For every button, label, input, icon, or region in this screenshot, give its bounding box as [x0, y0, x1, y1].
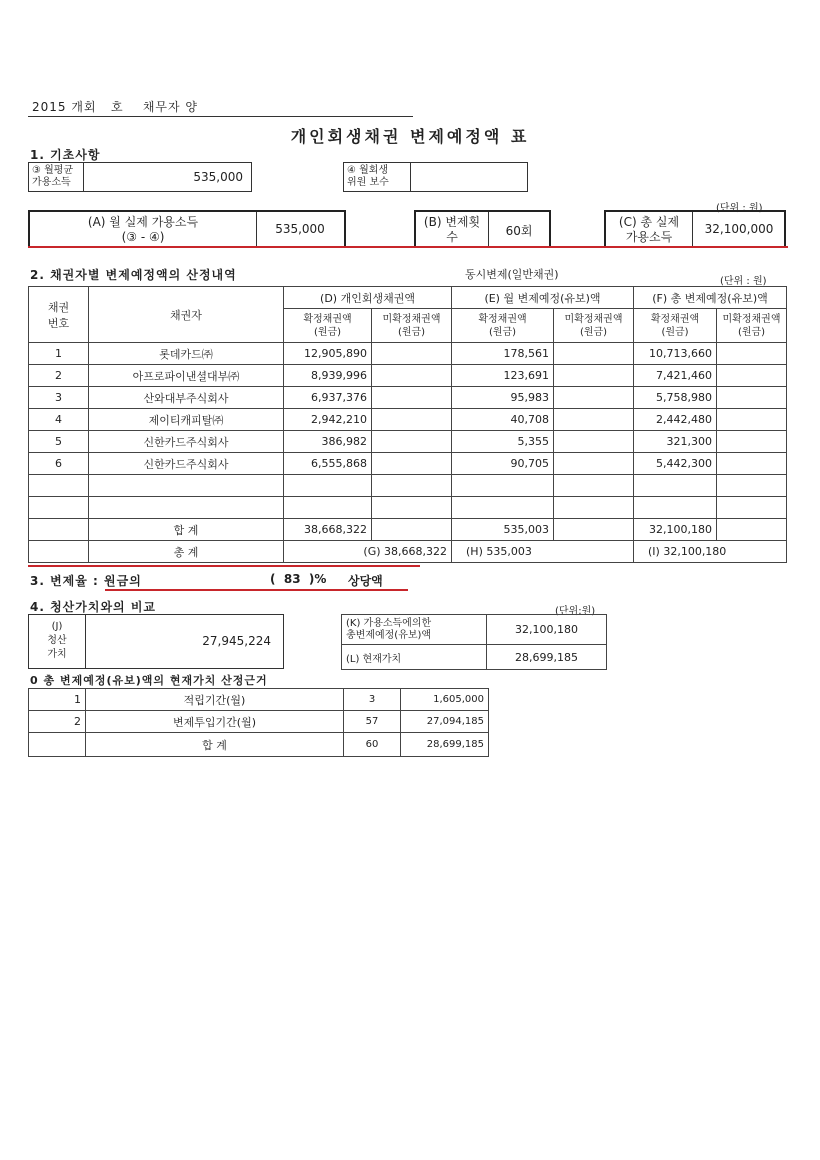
- unconfirmed-claim: [372, 497, 452, 519]
- creditor-no: 6: [29, 453, 89, 475]
- basis-months: 3: [344, 689, 401, 711]
- table-row: [29, 387, 787, 409]
- unconfirmed-claim: [372, 387, 452, 409]
- table-row: [29, 365, 787, 387]
- total-h: (H) 535,003: [452, 541, 634, 563]
- basis-no: 2: [29, 711, 86, 733]
- section4-heading: 4. 청산가치와의 비교: [30, 600, 157, 614]
- total-repayment: 5,758,980: [634, 387, 717, 409]
- col-e-header: (E) 월 변제예정(유보)액: [452, 287, 634, 309]
- monthly-repayment: [452, 497, 554, 519]
- a-label: (A) 월 실제 가용소득 (③ - ④): [87, 215, 199, 244]
- unconfirmed-claim: [372, 343, 452, 365]
- k-value: 32,100,180: [487, 615, 607, 645]
- monthly-unconfirmed: [554, 475, 634, 497]
- sub-confirmed-d: 확정채권액 (원금): [284, 309, 372, 343]
- monthly-repayment: 178,561: [452, 343, 554, 365]
- b-label: (B) 변제횟 수: [423, 215, 481, 244]
- col-no-header: 채권 번호: [29, 287, 89, 343]
- method-label: 동시변제(일반채권): [465, 268, 559, 281]
- total-label: 총 계: [89, 541, 284, 563]
- basis-no: 1: [29, 689, 86, 711]
- red-underline-3: [105, 589, 408, 591]
- confirmed-claim: 6,937,376: [284, 387, 372, 409]
- total-unconfirmed: [717, 453, 787, 475]
- confirmed-claim: 386,982: [284, 431, 372, 453]
- table-row: [29, 409, 787, 431]
- unconfirmed-claim: [372, 409, 452, 431]
- creditor-name: 산와대부주식회사: [89, 387, 284, 409]
- j-label: (J) 청산 가치: [47, 621, 67, 660]
- monthly-unconfirmed: [554, 365, 634, 387]
- unconfirmed-claim: [372, 453, 452, 475]
- creditor-name: [89, 475, 284, 497]
- table-row: [29, 475, 787, 497]
- monthly-unconfirmed: [554, 497, 634, 519]
- total-unconfirmed: [717, 365, 787, 387]
- sum-f: 32,100,180: [634, 519, 717, 541]
- confirmed-claim: 2,942,210: [284, 409, 372, 431]
- creditor-no: 3: [29, 387, 89, 409]
- creditor-name: 롯데카드㈜: [89, 343, 284, 365]
- creditor-no: 1: [29, 343, 89, 365]
- b-value: 60회: [505, 224, 533, 238]
- basis-sum-months: 60: [344, 733, 401, 757]
- present-value-basis-table: [28, 688, 489, 757]
- basis-sum-value: 28,699,185: [401, 733, 489, 757]
- unconfirmed-claim: [372, 365, 452, 387]
- a-value: 535,000: [275, 222, 325, 236]
- basis-value: 27,094,185: [401, 711, 489, 733]
- trustee-fee-label: ④ 월회생 위원 보수: [347, 165, 389, 188]
- confirmed-claim: 12,905,890: [284, 343, 372, 365]
- total-i: (I) 32,100,180: [634, 541, 787, 563]
- sub-confirmed-e: 확정채권액 (원금): [452, 309, 554, 343]
- col-creditor-header: 채권자: [89, 287, 284, 343]
- basis-sum-label: 합 계: [86, 733, 344, 757]
- b-box: [414, 210, 551, 248]
- monthly-repayment: [452, 475, 554, 497]
- creditor-no: [29, 497, 89, 519]
- creditor-table: [28, 286, 787, 563]
- basis-label: 적립기간(월): [86, 689, 344, 711]
- repayment-rate: ( 83 )%: [270, 572, 327, 586]
- total-repayment: 321,300: [634, 431, 717, 453]
- confirmed-claim: 6,555,868: [284, 453, 372, 475]
- sub-confirmed-f: 확정채권액 (원금): [634, 309, 717, 343]
- table-row: [29, 343, 787, 365]
- total-repayment: 2,442,480: [634, 409, 717, 431]
- unconfirmed-claim: [372, 475, 452, 497]
- creditor-name: 제이티캐피탈㈜: [89, 409, 284, 431]
- table-row: [29, 431, 787, 453]
- basis-value: 1,605,000: [401, 689, 489, 711]
- confirmed-claim: 8,939,996: [284, 365, 372, 387]
- present-value-table: [341, 614, 607, 670]
- table-row: [29, 689, 489, 711]
- unconfirmed-claim: [372, 431, 452, 453]
- total-repayment: 10,713,660: [634, 343, 717, 365]
- confirmed-claim: [284, 475, 372, 497]
- col-d-header: (D) 개인회생채권액: [284, 287, 452, 309]
- unit-label-4: (단위:원): [555, 606, 596, 617]
- unit-label-2: (단위 : 원): [720, 276, 767, 287]
- creditor-name: 신한카드주식회사: [89, 453, 284, 475]
- confirmed-claim: [284, 497, 372, 519]
- total-repayment: 7,421,460: [634, 365, 717, 387]
- table-row: [29, 453, 787, 475]
- sum-e: 535,003: [452, 519, 554, 541]
- trustee-fee-box: [343, 162, 528, 192]
- case-line: 2015 개회 호 채무자 양: [32, 100, 199, 114]
- sub-unconfirmed-d: 미확정채권액 (원금): [372, 309, 452, 343]
- monthly-unconfirmed: [554, 431, 634, 453]
- total-g: (G) 38,668,322: [284, 541, 452, 563]
- total-unconfirmed: [717, 343, 787, 365]
- red-underline-2: [28, 565, 420, 567]
- red-underline-1: [28, 246, 788, 248]
- sub-unconfirmed-e: 미확정채권액 (원금): [554, 309, 634, 343]
- monthly-repayment: 90,705: [452, 453, 554, 475]
- basis-label: 변제투입기간(월): [86, 711, 344, 733]
- monthly-unconfirmed: [554, 409, 634, 431]
- sum-label: 합 계: [89, 519, 284, 541]
- total-unconfirmed: [717, 431, 787, 453]
- section1-heading: 1. 기초사항: [30, 148, 101, 162]
- l-label: (L) 현재가치: [342, 645, 487, 670]
- table-row: [29, 711, 489, 733]
- section5-heading: 0 총 변제예정(유보)액의 현재가치 산정근거: [30, 674, 268, 687]
- sub-unconfirmed-f: 미확정채권액 (원금): [717, 309, 787, 343]
- k-label: (K) 가용소득에의한 총변제예정(유보)액: [342, 615, 487, 645]
- creditor-no: [29, 475, 89, 497]
- liquidation-value-box: [28, 614, 284, 669]
- section3-heading: 3. 변제율 : 원금의: [30, 574, 142, 588]
- col-f-header: (F) 총 변제예정(유보)액: [634, 287, 787, 309]
- c-value: 32,100,000: [704, 222, 774, 236]
- section2-heading: 2. 채권자별 변제예정액의 산정내역: [30, 268, 237, 282]
- a-box: [28, 210, 346, 248]
- l-value: 28,699,185: [487, 645, 607, 670]
- total-repayment: 5,442,300: [634, 453, 717, 475]
- total-unconfirmed: [717, 497, 787, 519]
- total-unconfirmed: [717, 475, 787, 497]
- total-unconfirmed: [717, 387, 787, 409]
- monthly-unconfirmed: [554, 387, 634, 409]
- j-value: 27,945,224: [202, 634, 271, 648]
- repayment-suffix: 상당액: [348, 574, 383, 588]
- creditor-no: 2: [29, 365, 89, 387]
- unit-label-1: (단위 : 원): [716, 203, 763, 214]
- creditor-name: 신한카드주식회사: [89, 431, 284, 453]
- creditor-name: 아프로파이낸셜대부㈜: [89, 365, 284, 387]
- basis-months: 57: [344, 711, 401, 733]
- monthly-unconfirmed: [554, 343, 634, 365]
- monthly-unconfirmed: [554, 453, 634, 475]
- header-rule: [28, 116, 413, 117]
- table-row: [29, 497, 787, 519]
- total-unconfirmed: [717, 409, 787, 431]
- monthly-avg-value: 535,000: [193, 170, 243, 184]
- page-title: 개인회생채권 변제예정액 표: [290, 127, 530, 146]
- c-label: (C) 총 실제 가용소득: [618, 215, 680, 244]
- monthly-avg-box: [28, 162, 252, 192]
- creditor-no: 5: [29, 431, 89, 453]
- monthly-repayment: 95,983: [452, 387, 554, 409]
- creditor-no: 4: [29, 409, 89, 431]
- c-box: [604, 210, 786, 248]
- total-repayment: [634, 475, 717, 497]
- monthly-repayment: 40,708: [452, 409, 554, 431]
- sum-d: 38,668,322: [284, 519, 372, 541]
- total-repayment: [634, 497, 717, 519]
- creditor-name: [89, 497, 284, 519]
- monthly-repayment: 5,355: [452, 431, 554, 453]
- monthly-avg-label: ③ 월평균 가용소득: [32, 165, 74, 188]
- monthly-repayment: 123,691: [452, 365, 554, 387]
